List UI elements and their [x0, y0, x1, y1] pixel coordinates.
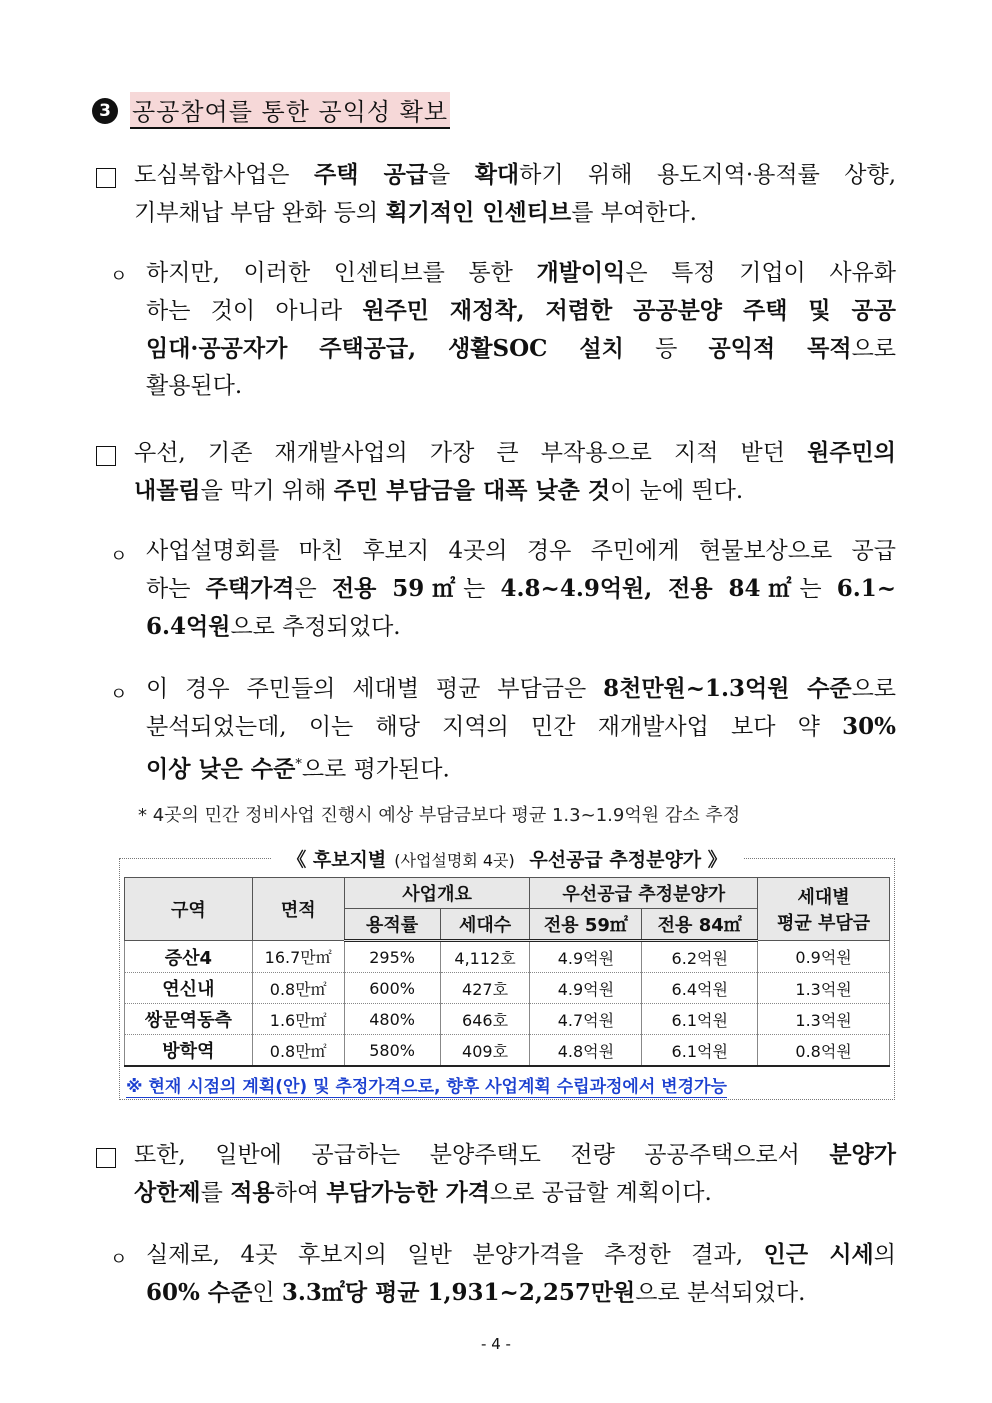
header-far: 용적률: [344, 909, 440, 941]
paragraph-market-price: 실제로, 4곳 후보지의 일반 분양가격을 추정한 결과, 인근 시세의 60% 수준인 3.3㎡당 평균 1,931~2,257만원으로 분석되었다.: [146, 1241, 896, 1306]
checkbox-square-icon: [96, 446, 116, 466]
section-title: 공공참여를 통한 공익성 확보: [130, 92, 450, 129]
header-price: 우선공급 추정분양가: [530, 878, 758, 909]
bullet-circle-icon: ㅇ: [110, 266, 128, 287]
page-number: - 4 -: [481, 1335, 511, 1353]
header-84: 전용 84㎡: [642, 909, 758, 941]
paragraph-housing-price: 사업설명회를 마친 후보지 4곳의 경우 주민에게 현물보상으로 공급 하는 주택가격은 전용 59㎡는 4.8~4.9억원, 전용 84㎡는 6.1~ 6.4억원으로 추정되었다.: [146, 538, 897, 640]
header-burden: 세대별 평균 부담금: [758, 878, 890, 941]
paragraph-price-cap: 또한, 일반에 공급하는 분양주택도 전량 공공주택으로서 분양가 상한제를 적용하여 부담가능한 가격으로 공급할 계획이다.: [134, 1141, 896, 1206]
header-59: 전용 59㎡: [530, 909, 642, 941]
paragraph-incentive: 도심복합사업은 주택 공급을 확대하기 위해 용도지역·용적률 상향, 기부채납 부담 완화 등의 획기적인 인센티브를 부여한다.: [134, 161, 896, 226]
table-title: 《 후보지별 (사업설명회 4곳) 우선공급 추정분양가 》: [120, 845, 894, 872]
bullet-circle-icon: ㅇ: [110, 546, 128, 567]
checkbox-square-icon: [96, 168, 116, 188]
section-number: 3: [92, 98, 118, 124]
paragraph-resident-burden: 우선, 기존 재개발사업의 가장 큰 부작용으로 지적 받던 원주민의 내몰림을 막기 위해 주민 부담금을 대폭 낮춘 것이 눈에 띈다.: [134, 439, 896, 504]
price-table-box: [119, 849, 895, 1100]
table-row: 증산4 16.7만㎡ 295% 4,112호 4.9억원 6.2억원 0.9억원: [125, 941, 890, 973]
header-units: 세대수: [440, 909, 530, 941]
bullet-circle-icon: ㅇ: [110, 684, 128, 705]
paragraph-development-profit: 하지만, 이러한 인센티브를 통한 개발이익은 특정 기업이 사유화 하는 것이 아니라 원주민 재정착, 저렴한 공공분양 주택 및 공공 임대·공공자가 주택공급, 생활SOC 설치 등 공익적 목적으로 활용된다.: [146, 259, 896, 399]
price-table: [124, 877, 890, 1067]
table-row: 방학역 0.8만㎡ 580% 409호 4.8억원 6.1억원 0.8억원: [125, 1035, 890, 1067]
paragraph-average-burden: 이 경우 주민들의 세대별 평균 부담금은 8천만원~1.3억원 수준으로 분석되었는데, 이는 해당 지역의 민간 재개발사업 보다 약 30% 이상 낮은 수준*으로 평가된다.: [146, 675, 896, 783]
section-heading: [92, 92, 450, 129]
table-note: ※ 현재 시점의 계획(안) 및 추정가격으로, 향후 사업계획 수립과정에서 변경가능: [126, 1072, 727, 1098]
footnote: * 4곳의 민간 정비사업 진행시 예상 부담금보다 평균 1.3~1.9억원 감소 추정: [138, 805, 741, 826]
table-row: 연신내 0.8만㎡ 600% 427호 4.9억원 6.4억원 1.3억원: [125, 973, 890, 1004]
header-business: 사업개요: [344, 878, 530, 909]
header-size: 면적: [252, 878, 344, 941]
header-area: 구역: [125, 878, 253, 941]
checkbox-square-icon: [96, 1148, 116, 1168]
bullet-circle-icon: ㅇ: [110, 1249, 128, 1270]
table-row: 쌍문역동측 1.6만㎡ 480% 646호 4.7억원 6.1억원 1.3억원: [125, 1004, 890, 1035]
